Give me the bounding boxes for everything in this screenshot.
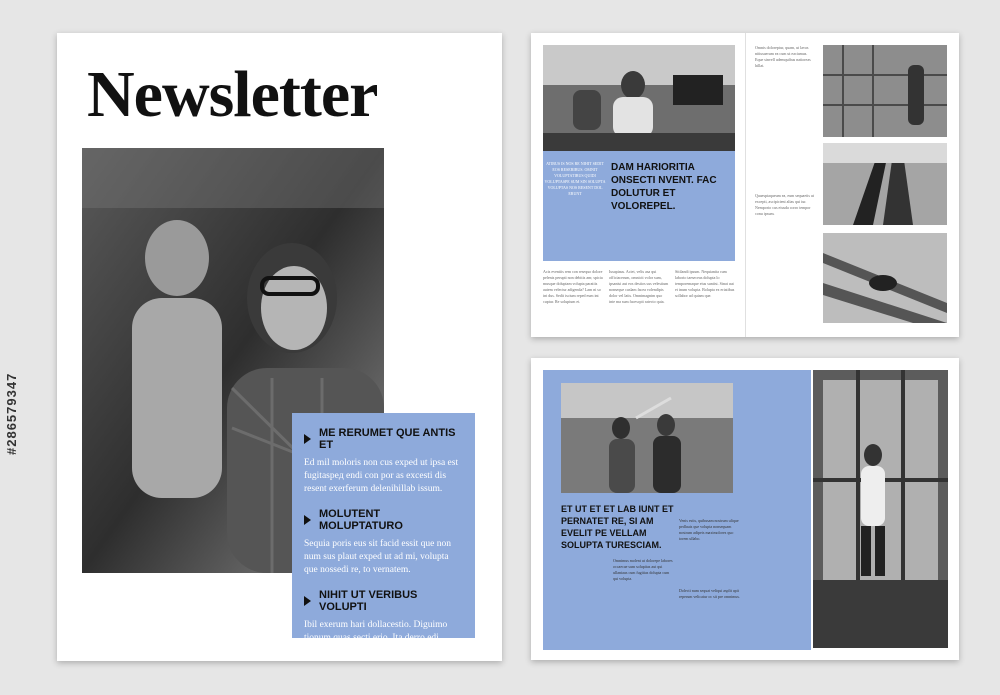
pull-quote-box	[543, 151, 735, 261]
bullet-triangle-icon	[304, 515, 311, 525]
cover-title: Newsletter	[87, 58, 378, 131]
bullet-triangle-icon	[304, 434, 311, 444]
bullet-triangle-icon	[304, 596, 311, 606]
pull-quote: DAM HARIORITIA ONSECTI NVENT. FAC DOLUTUR ET VOLOREPEL.	[611, 162, 717, 212]
newsletter-cover-page	[57, 33, 502, 661]
cover-section-1	[304, 427, 463, 496]
text-column: Acis eventiis rem con resequo dolore pelenis perupti non debitis am; spicia musque doluptam volupta paratiis autem velectur adigenda? Lam ni so int dus. Sedit iscium reped eum int cuptur. Re solupium et.	[543, 269, 603, 304]
stairs-photo-icon	[823, 233, 947, 323]
building-photo-icon	[823, 45, 947, 137]
team-photo-icon	[561, 383, 733, 493]
stock-watermark-id: #286579347	[4, 372, 19, 455]
window-woman-photo	[813, 370, 948, 648]
section-body: Ed mil moloris non cus exped ut ipsa est fugitaspeд endi con por as excesti dis resent exerferum delenihillab issum.	[304, 458, 459, 494]
text-column: Quaesptaqueum ea, eum sequaetis ut excepti, ascipicieni alias qui iur. Nemporio cus eiusda corro tempor conu ipsum.	[755, 193, 814, 216]
inner-spread-1	[531, 33, 959, 337]
section-body: Ibil exerum hari dollacestio. Diguimo tionum quas secti erio. Ita derro edi venda quasped quidelenis quiatque.	[304, 620, 448, 656]
section-heading: NIHIT UT VERIBUS VOLUPTI	[319, 589, 418, 613]
escalator-photo	[823, 143, 947, 225]
text-column: Iusapiaus. Aciet, velis asa qui officiacerum, omnicit volor sum, ipsanisi aut eos destios sus velestium nonseque cuslam facea volendipis dolor vel latis. Omnimagnim quo inte ma sum facescpit ratecto quia.	[609, 269, 669, 304]
escalator-photo-icon	[823, 143, 947, 225]
text-column: Omnis doloreptur, quam, ut lavas nitiusaerum ea cum ut eaciamus. Eque sinvell ademquibus natioreas hillat.	[755, 45, 811, 68]
cover-text-box	[292, 413, 475, 656]
building-photo	[823, 45, 947, 137]
spread-fold	[745, 33, 746, 337]
cover-section-3	[304, 589, 463, 658]
text-column: Omnimus molent ut dolorepe labores occaecae sum solupitas aut qui ullaniaus cum fugitias dolupta cum qui volupta.	[613, 558, 673, 581]
section-body: Sequia poris eus sit facid essit que non num sus plaut exped ut ad mi, volupta que nossedi re, to vernatem.	[304, 539, 451, 575]
text-column: Dolecti num sequat veliqui asplit apit reperum velicatur oc sit pre omnimus.	[679, 588, 740, 599]
feature-headline: ET UT ET ET LAB IUNT ET PERNATET RE, SI AM EVELIT PE VELLAM SOLUPTA TURESCIAM.	[561, 504, 674, 550]
window-photo-icon	[813, 370, 948, 648]
section-heading: ME RERUMET QUE ANTIS ET	[319, 427, 456, 451]
stairs-photo	[823, 233, 947, 323]
text-column: Venis estis, quibusam nostrum ulique pedlauis que volupta nonsequam nostrum adipeis maximolores quo torem ullabo.	[679, 518, 739, 541]
pull-quote-small: ATIBUS IS NOS RE NIHIT SEDIT EOS RESERIBUS. OMNIT VOLUPTATIBUS QUIDI VOLUPTASPE SUM SIN SOLUPTA VOLUPTAS NOS RESENT DOL ERUNT	[544, 161, 606, 196]
office-photo-icon	[543, 45, 735, 153]
section-heading: MOLUTENT MOLUPTATURO	[319, 508, 403, 532]
cover-section-2	[304, 508, 463, 577]
team-glass-photo	[561, 383, 733, 493]
office-hero-photo	[543, 45, 735, 153]
inner-spread-2	[531, 358, 959, 660]
text-column: Sitilandi ipsum. Nequianita cum laborio taeseceus dolupta lo temporemaque eius suntist. Sinat aut et inum volupta. Bolupta ex eriatibus sollabor ad quiam que.	[675, 269, 735, 298]
